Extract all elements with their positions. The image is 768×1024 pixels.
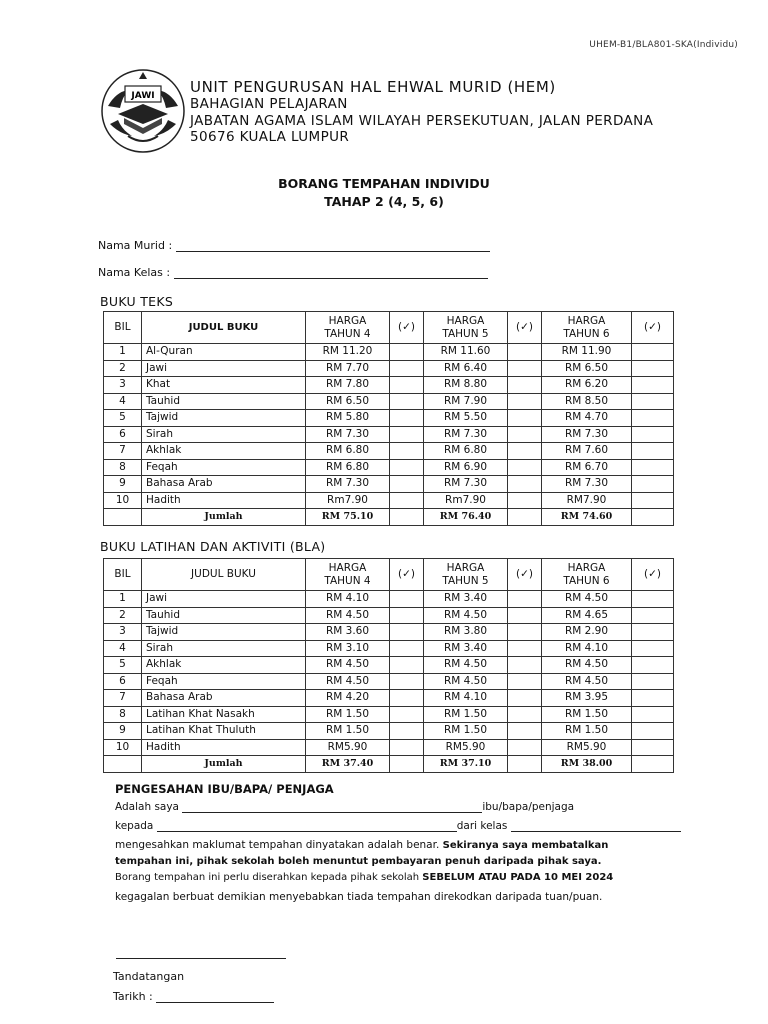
row-number: 6 [104,673,142,690]
price-tahun6: RM 1.50 [542,706,632,723]
checkbox-tahun5[interactable] [508,739,542,756]
price-tahun6: RM 4.50 [542,673,632,690]
col-tahun5 [424,559,508,591]
row-number: 9 [104,723,142,740]
checkbox-tahun4[interactable] [390,377,424,394]
price-tahun4: RM 1.50 [306,706,390,723]
price-tahun6: RM 6.70 [542,459,632,476]
row-number: 2 [104,607,142,624]
col-tahun4-harga: HARGA [328,314,367,327]
bla-table [103,558,674,773]
table-row [104,673,674,690]
total-tahun6: RM 74.60 [542,509,632,526]
price-tahun5: RM 7.30 [424,476,508,493]
date-line[interactable] [156,992,274,1003]
submission-deadline: SEBELUM ATAU PADA 10 MEI 2024 [422,872,614,883]
checkbox-tahun4[interactable] [390,591,424,608]
checkbox-tahun5[interactable] [508,426,542,443]
confirmation-title: PENGESAHAN IBU/BAPA/ PENJAGA [115,782,334,796]
total-check6 [632,509,674,526]
price-tahun5: RM 4.50 [424,673,508,690]
price-tahun4: RM 7.30 [306,476,390,493]
col-bil: BIL [104,312,142,344]
total-check5 [508,756,542,773]
table-row [104,377,674,394]
price-tahun6: RM7.90 [542,492,632,509]
row-number: 10 [104,492,142,509]
table-row [104,607,674,624]
price-tahun6: RM 11.90 [542,344,632,361]
book-title: Jawi [142,360,306,377]
address-line: 50676 KUALA LUMPUR [190,129,350,145]
textbook-table [103,311,674,526]
class-name-line[interactable] [174,268,488,279]
child-name-line[interactable] [157,822,457,832]
price-tahun4: RM5.90 [306,739,390,756]
price-tahun4: RM 4.50 [306,673,390,690]
table-row [104,723,674,740]
department-name: JABATAN AGAMA ISLAM WILAYAH PERSEKUTUAN, JALAN PERDANA [190,112,654,129]
col-tahun4 [306,312,390,344]
price-tahun6: RM 6.20 [542,377,632,394]
price-tahun4: RM 4.10 [306,591,390,608]
checkbox-tahun5[interactable] [508,410,542,427]
col-check5: (✓) [508,559,542,591]
price-tahun5: RM 11.60 [424,344,508,361]
checkbox-tahun4[interactable] [390,476,424,493]
confirmation-statement: mengesahkan maklumat tempahan dinyatakan adalah benar. [115,839,443,851]
table-row [104,739,674,756]
book-title: Feqah [142,459,306,476]
col-tahun6-harga: HARGA [567,314,606,327]
col-tahun5 [424,312,508,344]
row-number: 8 [104,706,142,723]
student-name-field[interactable] [98,239,490,252]
checkbox-tahun6[interactable] [632,492,674,509]
child-class-line[interactable] [511,822,681,832]
row-number: 7 [104,443,142,460]
checkbox-tahun6[interactable] [632,706,674,723]
checkbox-tahun4[interactable] [390,443,424,460]
row-number: 4 [104,640,142,657]
row-number: 2 [104,360,142,377]
book-title: Tauhid [142,607,306,624]
row-number: 5 [104,657,142,674]
form-title [0,175,768,211]
document-reference: UHEM-B1/BLA801-SKA(Individu) [589,40,738,50]
book-title: Sirah [142,426,306,443]
checkbox-tahun5[interactable] [508,591,542,608]
book-title: Latihan Khat Thuluth [142,723,306,740]
logo-text: JAWI [131,91,155,101]
col-tahun4-harga: HARGA [328,561,367,574]
price-tahun6: RM 8.50 [542,393,632,410]
price-tahun5: RM 1.50 [424,706,508,723]
ibu-bapa-label: ibu/bapa/penjaga [482,801,575,813]
checkbox-tahun4[interactable] [390,739,424,756]
kepada-label: kepada [115,820,154,832]
checkbox-tahun5[interactable] [508,657,542,674]
price-tahun5: RM 3.80 [424,624,508,641]
total-blank [104,509,142,526]
checkbox-tahun6[interactable] [632,690,674,707]
price-tahun6: RM 7.30 [542,426,632,443]
checkbox-tahun4[interactable] [390,459,424,476]
division-name: BAHAGIAN PELAJARAN [190,96,348,112]
form-title-line1: BORANG TEMPAHAN INDIVIDU [278,176,490,191]
price-tahun6: RM5.90 [542,739,632,756]
class-name-field[interactable] [98,266,488,279]
checkbox-tahun5[interactable] [508,706,542,723]
table-row [104,360,674,377]
price-tahun5: RM 7.90 [424,393,508,410]
total-tahun4: RM 75.10 [306,509,390,526]
row-number: 1 [104,344,142,361]
table-row [104,706,674,723]
checkbox-tahun5[interactable] [508,673,542,690]
checkbox-tahun6[interactable] [632,640,674,657]
col-bil: BIL [104,559,142,591]
price-tahun6: RM 7.60 [542,443,632,460]
checkbox-tahun6[interactable] [632,657,674,674]
price-tahun6: RM 4.10 [542,640,632,657]
parent-name-line[interactable] [182,803,482,813]
book-title: Jawi [142,591,306,608]
total-row [104,756,674,773]
checkbox-tahun6[interactable] [632,410,674,427]
checkbox-tahun6[interactable] [632,377,674,394]
checkbox-tahun4[interactable] [390,640,424,657]
book-title: Feqah [142,673,306,690]
book-title: Bahasa Arab [142,690,306,707]
total-check4 [390,509,424,526]
col-tahun6-harga: HARGA [567,561,606,574]
checkbox-tahun5[interactable] [508,360,542,377]
table-row [104,690,674,707]
submission-note: Borang tempahan ini perlu diserahkan kepada pihak sekolah [115,872,423,883]
total-row [104,509,674,526]
total-tahun5: RM 37.10 [424,756,508,773]
checkbox-tahun6[interactable] [632,723,674,740]
signature-label: Tandatangan [113,970,185,983]
student-name-line[interactable] [176,241,490,252]
table-row [104,640,674,657]
total-check5 [508,509,542,526]
price-tahun4: RM 1.50 [306,723,390,740]
table-row [104,393,674,410]
checkbox-tahun6[interactable] [632,607,674,624]
price-tahun4: RM 4.50 [306,607,390,624]
confirmation-line-3 [115,839,608,851]
book-title: Latihan Khat Nasakh [142,706,306,723]
price-tahun4: RM 7.80 [306,377,390,394]
checkbox-tahun5[interactable] [508,344,542,361]
price-tahun5: RM 5.50 [424,410,508,427]
unit-name: UNIT PENGURUSAN HAL EHWAL MURID (HEM) [190,78,556,96]
checkbox-tahun6[interactable] [632,393,674,410]
checkbox-tahun4[interactable] [390,360,424,377]
table-row [104,591,674,608]
checkbox-tahun4[interactable] [390,344,424,361]
checkbox-tahun4[interactable] [390,492,424,509]
checkbox-tahun5[interactable] [508,624,542,641]
price-tahun6: RM 3.95 [542,690,632,707]
price-tahun6: RM 7.30 [542,476,632,493]
checkbox-tahun6[interactable] [632,591,674,608]
book-title: Tajwid [142,624,306,641]
checkbox-tahun6[interactable] [632,624,674,641]
total-tahun5: RM 76.40 [424,509,508,526]
price-tahun5: RM 4.10 [424,690,508,707]
col-tahun6-year: TAHUN 6 [563,574,610,587]
table-row [104,426,674,443]
checkbox-tahun6[interactable] [632,476,674,493]
price-tahun5: Rm7.90 [424,492,508,509]
col-check4: (✓) [390,312,424,344]
book-title: Akhlak [142,443,306,460]
checkbox-tahun5[interactable] [508,393,542,410]
row-number: 1 [104,591,142,608]
bla-section-heading: BUKU LATIHAN DAN AKTIVITI (BLA) [100,539,326,554]
form-title-line2: TAHAP 2 (4, 5, 6) [324,194,444,209]
row-number: 6 [104,426,142,443]
failure-note: kegagalan berbuat demikian menyebabkan tiada tempahan direkodkan daripada tuan/puan. [115,891,603,903]
table-row [104,443,674,460]
price-tahun4: RM 5.80 [306,410,390,427]
row-number: 4 [104,393,142,410]
col-tahun6-year: TAHUN 6 [563,327,610,340]
col-tahun5-year: TAHUN 5 [442,327,489,340]
price-tahun6: RM 4.50 [542,591,632,608]
table-row [104,459,674,476]
price-tahun4: RM 6.80 [306,443,390,460]
price-tahun4: Rm7.90 [306,492,390,509]
total-tahun4: RM 37.40 [306,756,390,773]
total-blank [104,756,142,773]
col-tahun6 [542,312,632,344]
price-tahun5: RM 3.40 [424,640,508,657]
col-tahun6 [542,559,632,591]
date-field[interactable] [113,990,274,1003]
checkbox-tahun4[interactable] [390,393,424,410]
textbook-section-heading: BUKU TEKS [100,294,174,309]
book-title: Akhlak [142,657,306,674]
row-number: 7 [104,690,142,707]
book-title: Khat [142,377,306,394]
price-tahun5: RM 4.50 [424,607,508,624]
price-tahun4: RM 6.80 [306,459,390,476]
checkbox-tahun5[interactable] [508,690,542,707]
student-name-label: Nama Murid : [98,239,173,252]
col-tahun5-harga: HARGA [446,561,485,574]
book-title: Bahasa Arab [142,476,306,493]
price-tahun4: RM 6.50 [306,393,390,410]
checkbox-tahun5[interactable] [508,443,542,460]
checkbox-tahun4[interactable] [390,410,424,427]
price-tahun6: RM 4.70 [542,410,632,427]
price-tahun5: RM 6.90 [424,459,508,476]
confirmation-line-2 [115,820,681,832]
cancellation-warning: Sekiranya saya membatalkan [442,840,609,851]
price-tahun4: RM 11.20 [306,344,390,361]
col-check5: (✓) [508,312,542,344]
table-row [104,492,674,509]
price-tahun6: RM 6.50 [542,360,632,377]
row-number: 3 [104,377,142,394]
checkbox-tahun5[interactable] [508,459,542,476]
price-tahun6: RM 4.50 [542,657,632,674]
signature-line[interactable] [116,958,286,959]
total-label: Jumlah [142,509,306,526]
book-title: Sirah [142,640,306,657]
table-row [104,476,674,493]
checkbox-tahun4[interactable] [390,657,424,674]
checkbox-tahun6[interactable] [632,443,674,460]
row-number: 8 [104,459,142,476]
confirmation-line-1 [115,801,574,813]
col-check4: (✓) [390,559,424,591]
book-title: Hadith [142,739,306,756]
checkbox-tahun6[interactable] [632,739,674,756]
book-title: Tauhid [142,393,306,410]
price-tahun4: RM 7.30 [306,426,390,443]
checkbox-tahun6[interactable] [632,426,674,443]
col-tahun5-year: TAHUN 5 [442,574,489,587]
checkbox-tahun4[interactable] [390,723,424,740]
price-tahun4: RM 3.60 [306,624,390,641]
row-number: 3 [104,624,142,641]
row-number: 10 [104,739,142,756]
checkbox-tahun4[interactable] [390,673,424,690]
checkbox-tahun5[interactable] [508,476,542,493]
checkbox-tahun5[interactable] [508,377,542,394]
total-check4 [390,756,424,773]
col-tahun4-year: TAHUN 4 [324,327,371,340]
col-check6: (✓) [632,312,674,344]
col-judul: JUDUL BUKU [142,312,306,344]
book-title: Hadith [142,492,306,509]
checkbox-tahun4[interactable] [390,607,424,624]
cancellation-warning-cont: tempahan ini, pihak sekolah boleh menuntut pembayaran penuh daripada pihak saya. [115,856,602,867]
price-tahun4: RM 4.20 [306,690,390,707]
col-judul: JUDUL BUKU [142,559,306,591]
institution-header [190,80,653,145]
checkbox-tahun4[interactable] [390,624,424,641]
dari-kelas-label: dari kelas [456,820,508,832]
col-tahun4 [306,559,390,591]
total-tahun6: RM 38.00 [542,756,632,773]
price-tahun5: RM5.90 [424,739,508,756]
price-tahun5: RM 6.80 [424,443,508,460]
checkbox-tahun5[interactable] [508,607,542,624]
total-label: Jumlah [142,756,306,773]
col-tahun4-year: TAHUN 4 [324,574,371,587]
submission-deadline-line [115,872,613,883]
col-tahun5-harga: HARGA [446,314,485,327]
price-tahun6: RM 4.65 [542,607,632,624]
price-tahun6: RM 1.50 [542,723,632,740]
table-row [104,344,674,361]
checkbox-tahun5[interactable] [508,640,542,657]
table-row [104,657,674,674]
checkbox-tahun4[interactable] [390,690,424,707]
total-check6 [632,756,674,773]
price-tahun5: RM 6.40 [424,360,508,377]
book-title: Al-Quran [142,344,306,361]
price-tahun4: RM 4.50 [306,657,390,674]
book-title: Tajwid [142,410,306,427]
price-tahun5: RM 3.40 [424,591,508,608]
row-number: 9 [104,476,142,493]
price-tahun5: RM 4.50 [424,657,508,674]
checkbox-tahun4[interactable] [390,706,424,723]
checkbox-tahun6[interactable] [632,344,674,361]
checkbox-tahun6[interactable] [632,459,674,476]
date-label: Tarikh : [113,990,153,1003]
col-check6: (✓) [632,559,674,591]
adalah-saya-label: Adalah saya [115,801,179,813]
price-tahun4: RM 7.70 [306,360,390,377]
price-tahun5: RM 8.80 [424,377,508,394]
checkbox-tahun6[interactable] [632,673,674,690]
price-tahun6: RM 2.90 [542,624,632,641]
table-row [104,410,674,427]
checkbox-tahun4[interactable] [390,426,424,443]
class-name-label: Nama Kelas : [98,266,171,279]
checkbox-tahun5[interactable] [508,492,542,509]
checkbox-tahun5[interactable] [508,723,542,740]
table-row [104,624,674,641]
checkbox-tahun6[interactable] [632,360,674,377]
row-number: 5 [104,410,142,427]
price-tahun5: RM 7.30 [424,426,508,443]
price-tahun5: RM 1.50 [424,723,508,740]
price-tahun4: RM 3.10 [306,640,390,657]
jawi-crest-logo [98,66,188,156]
